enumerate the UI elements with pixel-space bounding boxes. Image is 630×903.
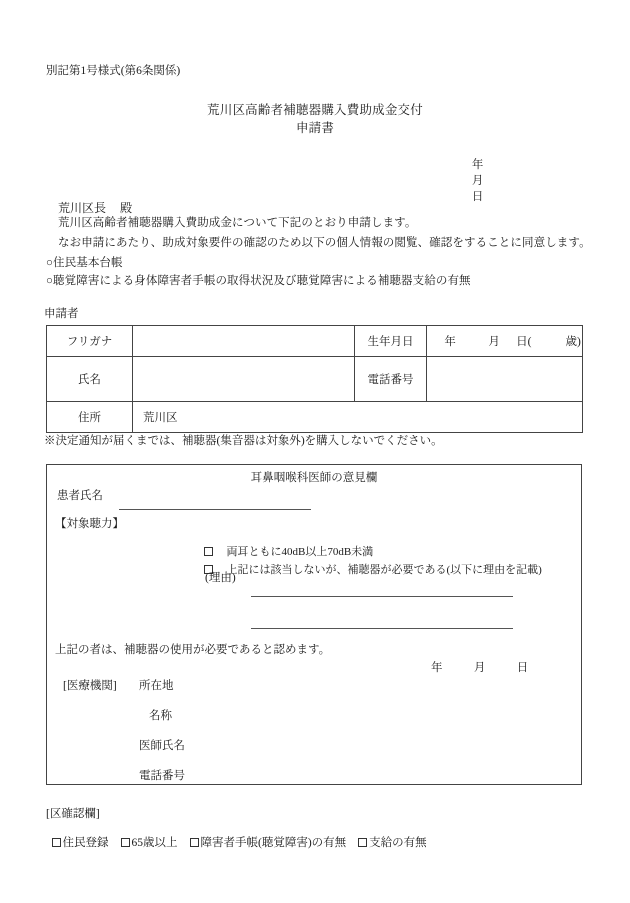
form-code-label: 別記第1号様式(第6条関係) — [46, 65, 181, 77]
dob-month: 月 — [488, 336, 500, 348]
doctor-date-year: 年 — [431, 662, 443, 674]
name-input[interactable] — [133, 357, 355, 402]
tel-label: 電話番号 — [355, 357, 427, 402]
ward-check-label: 支給の有無 — [369, 837, 427, 849]
addressee-honorific: 殿 — [120, 201, 133, 215]
ward-confirmation-label: [区確認欄] — [46, 808, 100, 820]
ward-check-label: 65歳以上 — [131, 837, 178, 849]
dob-input[interactable] — [427, 326, 583, 357]
dob-year: 年 — [444, 336, 456, 348]
reason-input-line-1[interactable] — [251, 596, 513, 597]
submission-date-day: 日 — [471, 191, 484, 203]
doctor-approval-statement: 上記の者は、補聴器の使用が必要であると認めます。 — [55, 644, 331, 656]
table-row — [47, 357, 583, 402]
hearing-option-2-label: 上記には該当しないが、補聴器が必要である(以下に理由を記載) — [226, 564, 542, 576]
consent-item-resident-ledger: ○住民基本台帳 — [46, 257, 123, 269]
table-row — [47, 326, 583, 357]
checkbox-icon[interactable] — [358, 838, 367, 847]
ward-check-label: 障害者手帳(聴覚障害)の有無 — [200, 837, 347, 849]
furigana-input[interactable] — [133, 326, 355, 357]
doctor-date-month: 月 — [473, 662, 486, 674]
institution-doctor-name-field[interactable]: 医師氏名 — [139, 740, 185, 752]
applicant-table — [46, 325, 583, 433]
checkbox-icon[interactable] — [52, 838, 61, 847]
ward-check-item[interactable] — [121, 834, 178, 850]
addressee-name: 荒川区長 — [58, 201, 107, 215]
table-row — [47, 402, 583, 433]
applicant-section-label: 申請者 — [44, 308, 79, 320]
submission-date-line — [460, 144, 512, 216]
submission-date-year: 年 — [471, 159, 484, 171]
consent-item-disability-certificate: ○聴覚障害による身体障害者手帳の取得状況及び聴覚障害による補聴器支給の有無 — [46, 275, 471, 287]
institution-section-label: [医療機関] — [63, 680, 117, 692]
checkbox-icon[interactable] — [121, 838, 130, 847]
dob-label: 生年月日 — [355, 326, 427, 357]
consent-statement: なお申請にあたり、助成対象要件の確認のため以下の個人情報の閲覧、確認をすることに同意します。 — [58, 237, 591, 249]
ward-check-label: 住民登録 — [62, 837, 109, 849]
ward-check-item[interactable] — [52, 834, 109, 850]
reason-input-line-2[interactable] — [251, 628, 513, 629]
patient-name-label: 患者氏名 — [57, 490, 103, 502]
application-statement: 荒川区高齢者補聴器購入費助成金について下記のとおり申請します。 — [58, 217, 417, 229]
reason-label: (理由) — [205, 572, 236, 584]
address-input[interactable]: 荒川区 — [133, 402, 583, 433]
institution-tel-field[interactable]: 電話番号 — [139, 770, 185, 782]
dob-age: 歳) — [565, 336, 581, 348]
name-label: 氏名 — [47, 357, 133, 402]
document-title-line-2: 申請書 — [295, 121, 335, 135]
address-label: 住所 — [47, 402, 133, 433]
furigana-label: フリガナ — [47, 326, 133, 357]
dob-day: 日( — [516, 336, 532, 348]
doctor-date-line — [431, 659, 528, 675]
doctor-opinion-title: 耳鼻咽喉科医師の意見欄 — [250, 472, 378, 484]
ward-check-item[interactable] — [190, 834, 347, 850]
institution-address-field[interactable]: 所在地 — [139, 680, 174, 692]
tel-input[interactable] — [427, 357, 583, 402]
submission-date-month: 月 — [471, 175, 484, 187]
ward-check-item[interactable] — [358, 834, 427, 850]
purchase-warning-note: ※決定通知が届くまでは、補聴器(集音器は対象外)を購入しないでください。 — [44, 435, 443, 447]
hearing-option-2[interactable] — [187, 549, 542, 589]
target-hearing-label: 【対象聴力】 — [55, 518, 124, 530]
institution-name-field[interactable]: 名称 — [149, 710, 172, 722]
ward-confirmation-checklist — [40, 822, 439, 862]
patient-name-input[interactable] — [119, 509, 311, 510]
doctor-date-day: 日 — [516, 662, 529, 674]
document-title-line-1: 荒川区高齢者補聴器購入費助成金交付 — [207, 103, 423, 117]
doctor-opinion-box — [46, 464, 582, 785]
checkbox-icon[interactable] — [190, 838, 199, 847]
hearing-option-1-label: 両耳ともに40dB以上70dB未満 — [226, 546, 374, 558]
